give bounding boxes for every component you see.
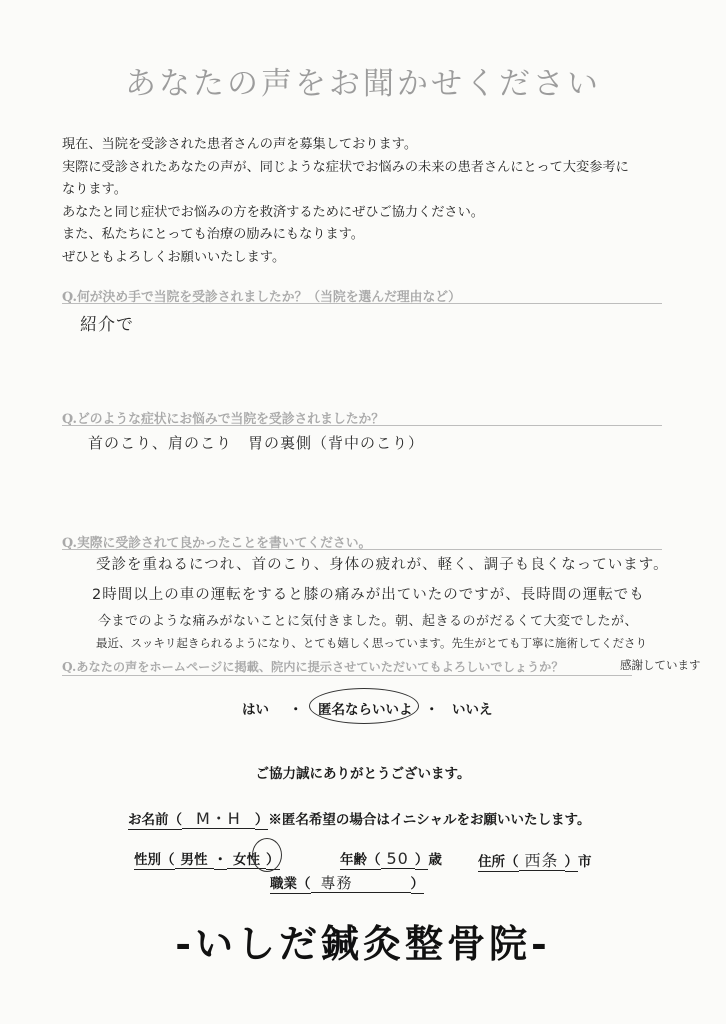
address-open-paren: （: [505, 854, 519, 870]
name-open-paren: （: [168, 812, 182, 828]
answer-3-line: 感謝しています: [620, 658, 701, 672]
intro-line: 実際に受診されたあなたの声が、同じような症状でお悩みの未来の患者さんにとって大変参考に: [62, 159, 629, 175]
question-1: Q.何が決め手で当院を受診されましたか？（当院を選んだ理由など）: [62, 290, 461, 305]
question-4: Q.あなたの声をホームページに掲載、院内に提示させていただいてもよろしいでしょうか？: [62, 660, 564, 674]
gender-female[interactable]: 女性: [227, 852, 266, 869]
question-3-underline: [62, 549, 662, 550]
intro-line: なります。: [62, 182, 127, 198]
job-close-paren: ）: [410, 876, 425, 892]
name-row: [128, 806, 590, 829]
address-unit: 市: [578, 854, 592, 870]
question-1-underline: [62, 303, 662, 304]
question-3: Q.実際に受診されて良かったことを書いてください。: [62, 536, 372, 551]
intro-line: また、私たちにとっても治療の励みにもなります。: [62, 227, 364, 243]
address-row: [478, 848, 592, 871]
age-open-paren: （: [367, 852, 381, 868]
name-close-paren: ）: [254, 812, 269, 828]
job-row: [270, 872, 424, 893]
answer-1: 紹介で: [80, 315, 134, 335]
gender-close-paren: ）: [266, 852, 280, 868]
option-anonymous[interactable]: 匿名ならいいよ: [318, 702, 413, 718]
age-row: [340, 848, 442, 868]
question-4-underline: [62, 675, 632, 676]
clinic-name: -いしだ鍼灸整骨院-: [175, 921, 551, 966]
age-label: 年齢: [340, 852, 367, 868]
gender-label: 性別: [134, 852, 161, 868]
intro-text: [62, 134, 682, 270]
answer-3-line: 今までのような痛みがないことに気付きました。朝、起きるのがだるくて大変でしたが、: [98, 614, 639, 629]
answer-3-line: 2時間以上の車の運転をすると膝の痛みが出ていたのですが、長時間の運転でも: [92, 587, 645, 603]
gender-selection-circle: [252, 838, 282, 872]
name-label: お名前: [128, 812, 169, 828]
job-value[interactable]: 專務: [311, 874, 411, 893]
address-label: 住所: [478, 854, 505, 870]
age-value[interactable]: 50: [381, 849, 415, 869]
thanks-text: ご協力誠にありがとうございます。: [255, 766, 471, 782]
answer-3-line: 受診を重ねるにつれ、首のこり、身体の疲れが、軽く、調子も良くなっています。: [96, 557, 669, 573]
option-no[interactable]: いいえ: [452, 702, 493, 718]
option-separator: ・: [425, 702, 439, 718]
job-label: 職業: [270, 876, 297, 892]
gender-male[interactable]: 男性: [175, 852, 214, 869]
page-title: あなたの声をお聞かせください: [125, 66, 601, 102]
address-value[interactable]: 西条: [519, 851, 565, 871]
answer-2: 首のこり、肩のこり 胃の裏側（背中のこり）: [88, 434, 425, 452]
option-yes[interactable]: はい: [242, 702, 269, 718]
name-value[interactable]: M・H: [182, 809, 255, 829]
job-open-paren: （: [297, 876, 311, 892]
name-note: ※匿名希望の場合はイニシャルをお願いいたします。: [268, 812, 591, 828]
question-2-underline: [62, 425, 662, 426]
question-2: Q.どのような症状にお悩みで当院を受診されましたか？: [62, 412, 385, 427]
age-unit: 歳: [428, 852, 442, 868]
intro-line: あなたと同じ症状でお悩みの方を救済するためにぜひご協力ください。: [62, 204, 484, 220]
intro-line: ぜひともよろしくお願いいたします。: [62, 249, 286, 265]
option-separator: ・: [289, 702, 303, 718]
answer-3-line: 最近、スッキリ起きられるようになり、とても嬉しく思っています。先生がとても丁寧に施術してくださり: [96, 636, 647, 650]
gender-separator: ・: [213, 852, 227, 868]
age-close-paren: ）: [414, 852, 429, 868]
address-close-paren: ）: [564, 854, 579, 870]
intro-line: 現在、当院を受診された患者さんの声を募集しております。: [62, 137, 418, 152]
gender-open-paren: （: [161, 852, 175, 868]
